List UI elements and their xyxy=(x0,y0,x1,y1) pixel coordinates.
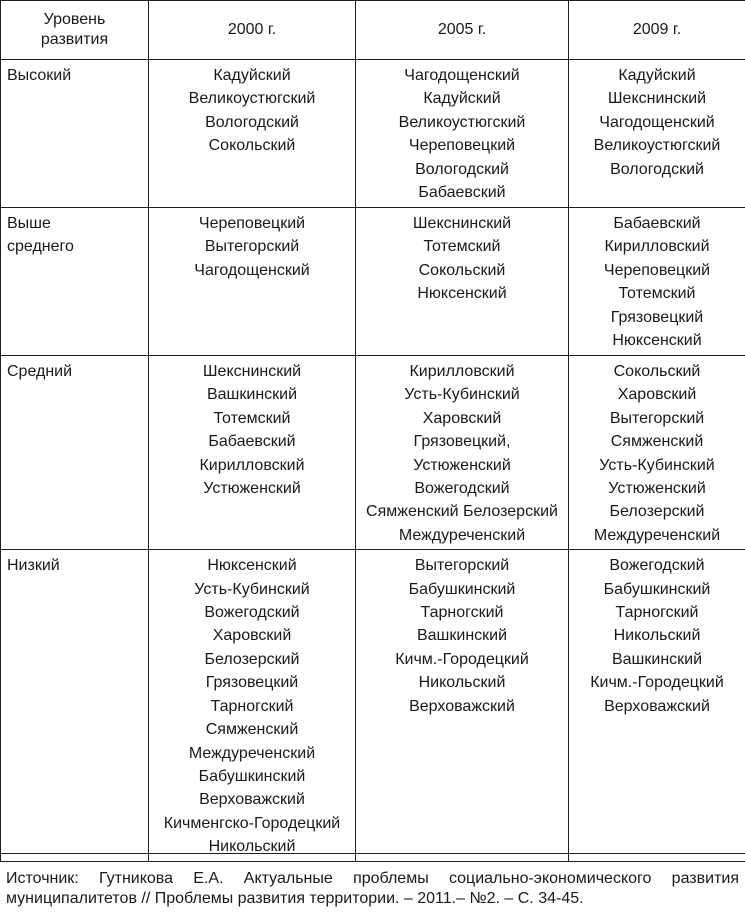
district-name: Устюженский xyxy=(203,480,301,498)
districts-2005 xyxy=(356,550,569,861)
district-name: Вашкинский xyxy=(416,627,508,645)
level-label-word: Выше xyxy=(7,215,51,232)
district-name: Тарногский xyxy=(420,604,504,622)
district-name: Череповецкий xyxy=(603,261,711,279)
header-year-2000: 2000 г. xyxy=(149,1,356,60)
district-name: Грязовецкий xyxy=(205,674,299,692)
district-name: Череповецкий xyxy=(198,215,306,232)
district-name: Бабушкинский xyxy=(408,580,516,598)
level-label-word: Низкий xyxy=(7,557,60,575)
district-name: Чагодощенский xyxy=(599,113,715,131)
districts-2009 xyxy=(569,550,745,861)
row-high xyxy=(1,60,745,208)
level-label-word: Высокий xyxy=(7,67,72,84)
district-name: Кичменгско-Городецкий xyxy=(163,814,341,832)
districts-2000 xyxy=(149,356,356,550)
district-name: Бабаевский xyxy=(613,215,701,232)
header-level-line2: развития xyxy=(40,31,109,48)
district-name: Грязовецкий xyxy=(610,308,704,326)
district-name: Чагодощенский xyxy=(194,261,310,279)
district-name: Кадуйский xyxy=(213,67,291,84)
districts-2000 xyxy=(149,208,356,356)
row-average xyxy=(1,356,745,550)
district-name: Бабаевский xyxy=(418,184,506,202)
district-name: Никольский xyxy=(613,627,701,645)
district-name: Верховажский xyxy=(604,697,710,715)
district-name: Вашкинский xyxy=(611,650,703,668)
district-name: Кичм.-Городецкий xyxy=(395,650,529,668)
district-name: Кирилловский xyxy=(199,456,305,474)
districts-2009 xyxy=(569,356,745,550)
header-level-line1: Уровень xyxy=(43,11,106,28)
district-name: Вологодский xyxy=(205,113,299,131)
district-name: Тотемский xyxy=(213,409,291,427)
district-name: Сямженский Белозерский xyxy=(366,503,558,521)
district-name: Усть-Кубинский xyxy=(194,580,310,598)
district-name: Вологодский xyxy=(610,160,704,178)
district-name: Кирилловский xyxy=(409,363,515,380)
district-name: Чагодощенский xyxy=(404,67,520,84)
district-name: Вожегодский xyxy=(609,557,705,575)
district-name: Сямженский xyxy=(205,721,299,739)
districts-2005 xyxy=(356,356,569,550)
district-name: Вытегорский xyxy=(204,238,300,256)
district-name: Грязовецкий, xyxy=(413,433,511,451)
district-name: Шекснинский xyxy=(607,90,707,108)
districts-2005 xyxy=(356,208,569,356)
source-note: Источник: Гутникова Е.А. Актуальные проблемы социально-экономического развития муниципалитетов // Проблемы развития территории. – 2011.– №2. – С. 34-45. xyxy=(0,853,745,917)
district-name: Устюженский xyxy=(608,480,706,498)
districts-2005 xyxy=(356,60,569,208)
district-name: Сокольский xyxy=(208,137,296,155)
district-name: Верховажский xyxy=(199,791,305,809)
district-name: Бабушкинский xyxy=(603,580,711,598)
district-name: Верховажский xyxy=(409,697,515,715)
district-name: Харовский xyxy=(212,627,292,645)
district-name: Нюксенский xyxy=(417,285,507,303)
level-label xyxy=(1,60,149,208)
district-name: Кадуйский xyxy=(423,90,501,108)
district-name: Великоустюгский xyxy=(593,137,721,155)
district-name: Вытегорский xyxy=(609,409,705,427)
district-name: Шекснинский xyxy=(412,215,512,232)
district-name: Тотемский xyxy=(618,285,696,303)
level-label xyxy=(1,550,149,861)
level-label-word: Средний xyxy=(7,363,73,380)
district-name: Шекснинский xyxy=(202,363,302,380)
district-name: Великоустюгский xyxy=(188,90,316,108)
district-name: Вожегодский xyxy=(414,480,510,498)
district-name: Белозерский xyxy=(204,650,300,668)
row-above-average xyxy=(1,208,745,356)
districts-2009 xyxy=(569,60,745,208)
row-low xyxy=(1,550,745,861)
district-name: Харовский xyxy=(617,386,697,404)
district-name: Нюксенский xyxy=(612,332,702,350)
district-name: Бабаевский xyxy=(208,433,296,451)
level-label xyxy=(1,208,149,356)
district-name: Вашкинский xyxy=(206,386,298,404)
district-name: Кичм.-Городецкий xyxy=(590,674,724,692)
district-name: Сокольский xyxy=(613,363,701,380)
district-name: Никольский xyxy=(418,674,506,692)
districts-2009 xyxy=(569,208,745,356)
district-name: Череповецкий xyxy=(408,137,516,155)
district-name: Междуреченский xyxy=(398,526,526,544)
district-name: Междуреченский xyxy=(188,744,316,762)
district-name: Никольский xyxy=(208,838,296,856)
district-name: Тарногский xyxy=(210,697,294,715)
header-year-2005: 2005 г. xyxy=(356,1,569,60)
district-name: Кадуйский xyxy=(618,67,696,84)
header-year-2009: 2009 г. xyxy=(569,1,745,60)
district-name: Тотемский xyxy=(423,238,501,256)
district-name: Великоустюгский xyxy=(398,113,526,131)
district-name: Тарногский xyxy=(615,604,699,622)
level-label-word: среднего xyxy=(7,238,74,256)
district-name: Харовский xyxy=(422,409,502,427)
district-name: Вытегорский xyxy=(414,557,510,575)
district-name: Бабушкинский xyxy=(198,767,306,785)
district-name: Сокольский xyxy=(418,261,506,279)
district-name: Усть-Кубинский xyxy=(599,456,715,474)
district-name: Вожегодский xyxy=(204,604,300,622)
header-row xyxy=(1,1,745,60)
level-label xyxy=(1,356,149,550)
district-name: Белозерский xyxy=(609,503,705,521)
district-name: Междуреченский xyxy=(593,526,721,544)
district-name: Усть-Кубинский xyxy=(404,386,520,404)
header-level xyxy=(1,1,149,60)
district-name: Кирилловский xyxy=(604,238,710,256)
district-name: Устюженский xyxy=(413,456,511,474)
district-name: Нюксенский xyxy=(207,557,297,575)
district-name: Вологодский xyxy=(415,160,509,178)
district-name: Сямженский xyxy=(610,433,704,451)
districts-2000 xyxy=(149,60,356,208)
districts-2000 xyxy=(149,550,356,861)
